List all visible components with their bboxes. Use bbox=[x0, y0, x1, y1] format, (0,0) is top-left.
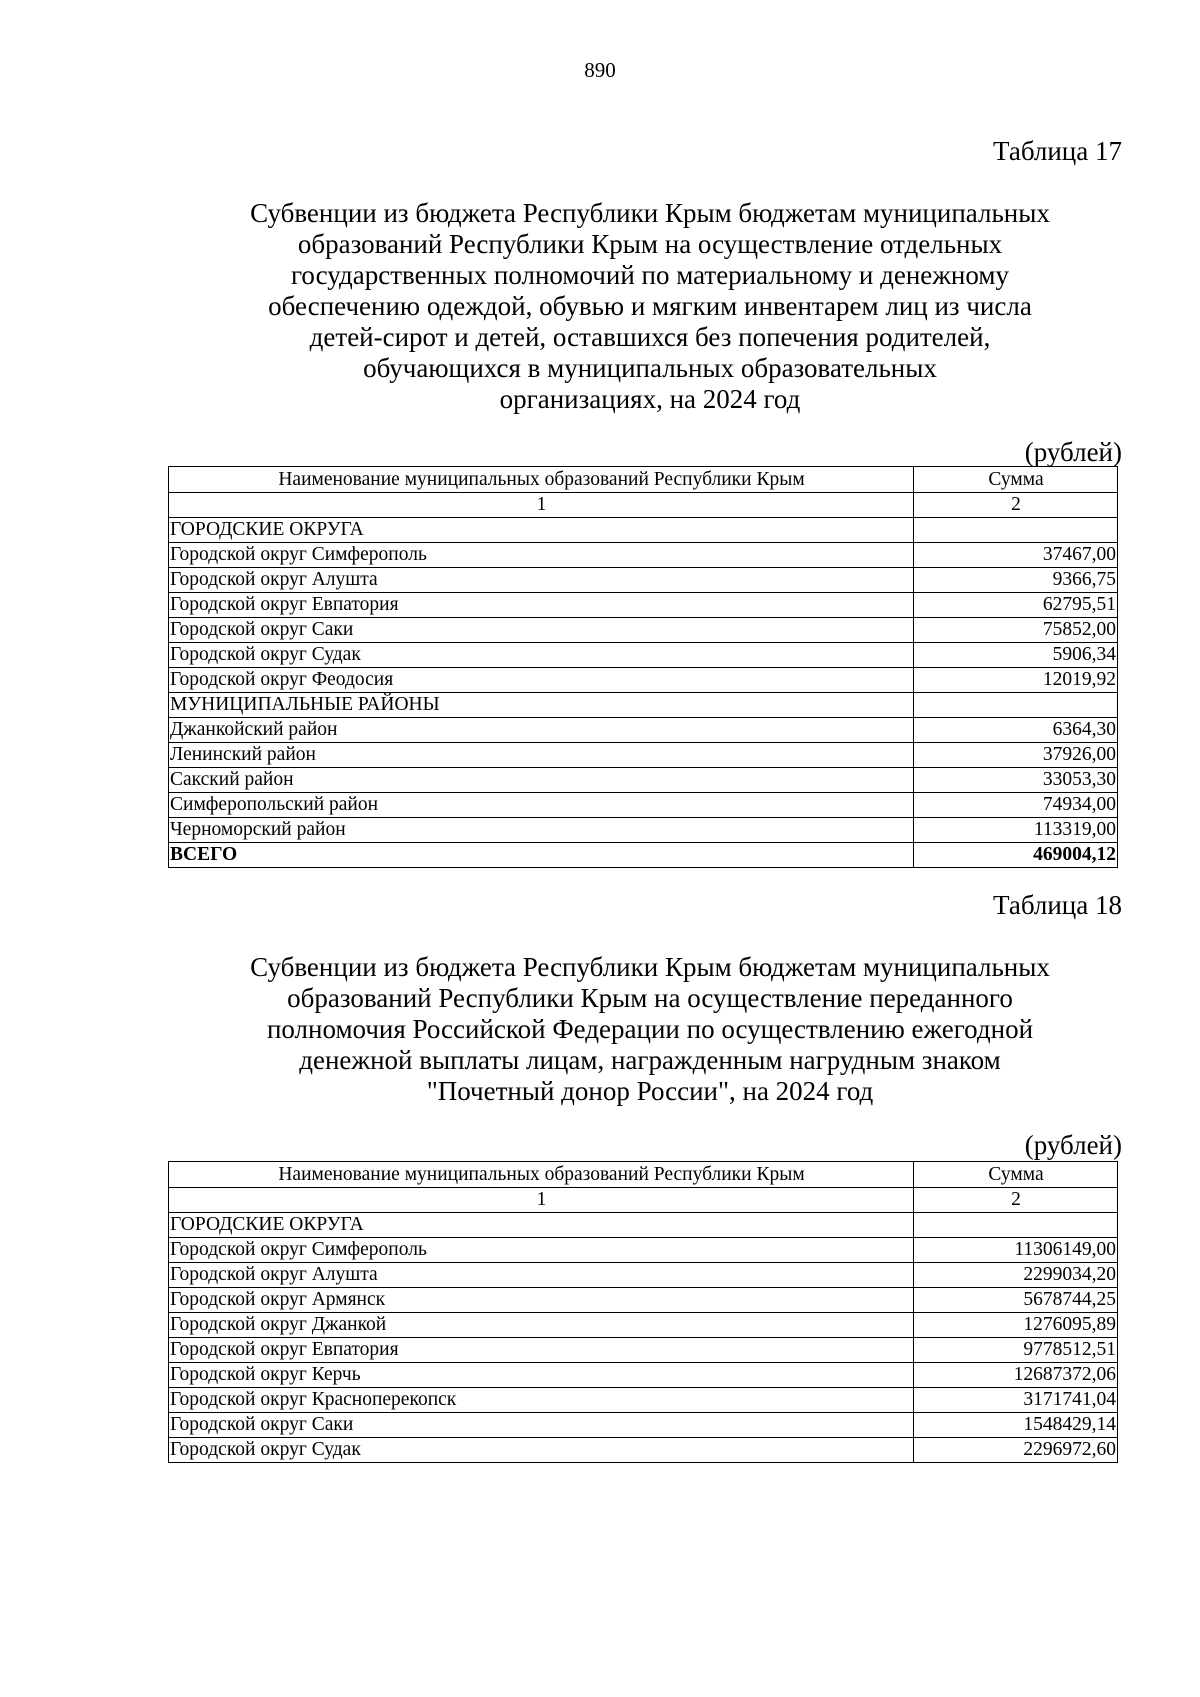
municipality-name: Джанкойский район bbox=[169, 718, 914, 743]
column-header-name: Наименование муниципальных образований Республики Крым bbox=[169, 467, 914, 493]
sum-value: 33053,30 bbox=[914, 768, 1118, 793]
table-row bbox=[169, 718, 1118, 743]
sum-value bbox=[914, 1213, 1118, 1238]
table-row bbox=[169, 1438, 1118, 1463]
column-number: 1 bbox=[169, 1188, 914, 1213]
title-line: полномочия Российской Федерации по осуществлению ежегодной bbox=[266, 1014, 1034, 1044]
table-17-title bbox=[200, 198, 1100, 415]
title-line: денежной выплаты лицам, награжденным нагрудным знаком bbox=[299, 1045, 1001, 1075]
page-number: 890 bbox=[584, 58, 616, 82]
column-number: 2 bbox=[914, 493, 1118, 518]
table-row bbox=[169, 543, 1118, 568]
table-row bbox=[169, 1162, 1118, 1188]
municipality-name: Городской округ Джанкой bbox=[169, 1313, 914, 1338]
municipality-name: Городской округ Красноперекопск bbox=[169, 1388, 914, 1413]
table-row bbox=[169, 518, 1118, 543]
municipality-name: Городской округ Саки bbox=[169, 618, 914, 643]
table-18-label: Таблица 18 bbox=[993, 890, 1122, 920]
total-label: ВСЕГО bbox=[169, 843, 914, 868]
sum-value: 6364,30 bbox=[914, 718, 1118, 743]
municipality-name: Симферопольский район bbox=[169, 793, 914, 818]
sum-value: 1548429,14 bbox=[914, 1413, 1118, 1438]
table-row bbox=[169, 1263, 1118, 1288]
table-row bbox=[169, 843, 1118, 868]
title-line: обучающихся в муниципальных образовательных bbox=[363, 353, 937, 383]
table-18 bbox=[168, 1161, 1118, 1463]
municipality-name: Городской округ Симферополь bbox=[169, 1238, 914, 1263]
table-row bbox=[169, 1238, 1118, 1263]
sum-value: 2299034,20 bbox=[914, 1263, 1118, 1288]
sum-value: 37467,00 bbox=[914, 543, 1118, 568]
municipality-name: Городской округ Саки bbox=[169, 1413, 914, 1438]
municipality-name: Городской округ Судак bbox=[169, 643, 914, 668]
table-row bbox=[169, 768, 1118, 793]
municipality-name: Сакский район bbox=[169, 768, 914, 793]
table-17 bbox=[168, 466, 1118, 868]
municipality-name: Городской округ Алушта bbox=[169, 568, 914, 593]
title-line: государственных полномочий по материальному и денежному bbox=[291, 260, 1009, 290]
municipality-name: Ленинский район bbox=[169, 743, 914, 768]
sum-value: 1276095,89 bbox=[914, 1313, 1118, 1338]
municipality-name: Городской округ Керчь bbox=[169, 1363, 914, 1388]
sum-value: 9778512,51 bbox=[914, 1338, 1118, 1363]
sum-value bbox=[914, 518, 1118, 543]
section-header: МУНИЦИПАЛЬНЫЕ РАЙОНЫ bbox=[169, 693, 914, 718]
title-line: Субвенции из бюджета Республики Крым бюджетам муниципальных bbox=[250, 952, 1050, 982]
table-row bbox=[169, 568, 1118, 593]
section-header: ГОРОДСКИЕ ОКРУГА bbox=[169, 518, 914, 543]
title-line: образований Республики Крым на осуществление отдельных bbox=[297, 229, 1003, 259]
column-header-sum: Сумма bbox=[914, 467, 1118, 493]
municipality-name: Черноморский район bbox=[169, 818, 914, 843]
table-row bbox=[169, 618, 1118, 643]
sum-value: 3171741,04 bbox=[914, 1388, 1118, 1413]
table-row bbox=[169, 668, 1118, 693]
table-row bbox=[169, 1188, 1118, 1213]
sum-value: 12019,92 bbox=[914, 668, 1118, 693]
title-line: "Почетный донор России", на 2024 год bbox=[426, 1076, 874, 1106]
sum-value: 37926,00 bbox=[914, 743, 1118, 768]
table-18-unit: (рублей) bbox=[1024, 1130, 1122, 1160]
municipality-name: Городской округ Симферополь bbox=[169, 543, 914, 568]
table-row bbox=[169, 1213, 1118, 1238]
table-row bbox=[169, 1413, 1118, 1438]
table-row bbox=[169, 467, 1118, 493]
table-row bbox=[169, 793, 1118, 818]
column-number: 1 bbox=[169, 493, 914, 518]
sum-value: 9366,75 bbox=[914, 568, 1118, 593]
table-row bbox=[169, 1388, 1118, 1413]
sum-value: 74934,00 bbox=[914, 793, 1118, 818]
table-row bbox=[169, 643, 1118, 668]
sum-value: 62795,51 bbox=[914, 593, 1118, 618]
title-line: организациях, на 2024 год bbox=[499, 384, 801, 414]
table-row bbox=[169, 493, 1118, 518]
municipality-name: Городской округ Евпатория bbox=[169, 593, 914, 618]
table-row bbox=[169, 593, 1118, 618]
table-17-label: Таблица 17 bbox=[993, 136, 1122, 166]
total-value: 469004,12 bbox=[914, 843, 1118, 868]
municipality-name: Городской округ Армянск bbox=[169, 1288, 914, 1313]
sum-value: 75852,00 bbox=[914, 618, 1118, 643]
sum-value bbox=[914, 693, 1118, 718]
table-row bbox=[169, 1288, 1118, 1313]
title-line: образований Республики Крым на осуществление переданного bbox=[287, 983, 1013, 1013]
sum-value: 5906,34 bbox=[914, 643, 1118, 668]
column-number: 2 bbox=[914, 1188, 1118, 1213]
title-line: Субвенции из бюджета Республики Крым бюджетам муниципальных bbox=[250, 198, 1050, 228]
municipality-name: Городской округ Евпатория bbox=[169, 1338, 914, 1363]
table-row bbox=[169, 1363, 1118, 1388]
sum-value: 11306149,00 bbox=[914, 1238, 1118, 1263]
municipality-name: Городской округ Феодосия bbox=[169, 668, 914, 693]
sum-value: 113319,00 bbox=[914, 818, 1118, 843]
table-row bbox=[169, 818, 1118, 843]
section-header: ГОРОДСКИЕ ОКРУГА bbox=[169, 1213, 914, 1238]
table-row bbox=[169, 693, 1118, 718]
table-row bbox=[169, 1313, 1118, 1338]
table-row bbox=[169, 743, 1118, 768]
title-line: детей-сирот и детей, оставшихся без попечения родителей, bbox=[309, 322, 991, 352]
municipality-name: Городской округ Судак bbox=[169, 1438, 914, 1463]
municipality-name: Городской округ Алушта bbox=[169, 1263, 914, 1288]
title-line: обеспечению одеждой, обувью и мягким инвентарем лиц из числа bbox=[268, 291, 1032, 321]
column-header-sum: Сумма bbox=[914, 1162, 1118, 1188]
sum-value: 12687372,06 bbox=[914, 1363, 1118, 1388]
sum-value: 2296972,60 bbox=[914, 1438, 1118, 1463]
table-row bbox=[169, 1338, 1118, 1363]
sum-value: 5678744,25 bbox=[914, 1288, 1118, 1313]
column-header-name: Наименование муниципальных образований Республики Крым bbox=[169, 1162, 914, 1188]
table-17-unit: (рублей) bbox=[1024, 437, 1122, 467]
table-18-title bbox=[200, 952, 1100, 1107]
